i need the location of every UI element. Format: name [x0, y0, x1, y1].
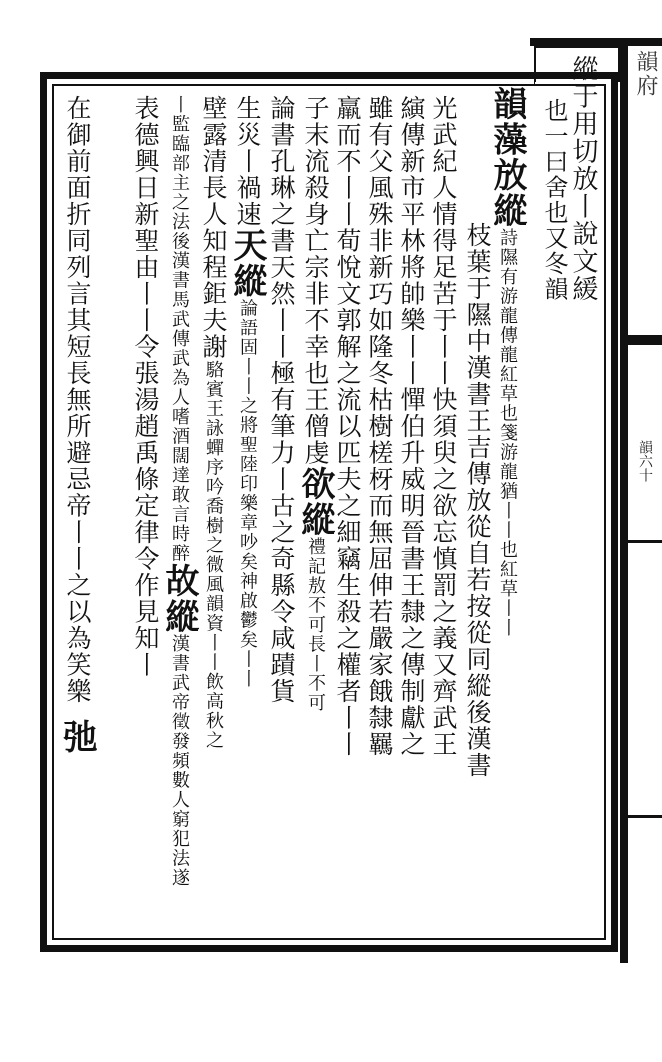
column-6 [364, 95, 394, 935]
column-12 [159, 95, 199, 935]
column-text: 雖有父風殊非新巧如隆冬枯樹槎枒而無屈伸若嚴家餓隸羈 [365, 95, 394, 758]
column-text: 羸而不丨丨荀悅文郭解之流以匹夫之細竊生殺之權者丨丨 [333, 95, 362, 758]
column-text: 光武紀人情得足苦于丨丨快須臾之欲忘慎罰之義又齊武王 [429, 95, 458, 758]
entry-heading: 弛 [57, 718, 97, 754]
tab-divider [534, 46, 535, 86]
column-text: 縯傳新市平林將帥樂丨丨憚伯升威明晉書王隸之傳制獻之 [397, 95, 426, 758]
entry-heading: 故縱 [159, 563, 199, 634]
column-text: 禮記敖不可長丨不可 [305, 537, 326, 713]
column-text: 生災丨禍速 [233, 95, 262, 228]
column-9 [266, 95, 296, 935]
frame-right-bar [620, 38, 628, 963]
column-10 [227, 95, 267, 935]
margin-rule-lower [628, 815, 662, 818]
column-text: 枝葉于隰中漢書王吉傳放從自若按從同縱後漢書 [463, 222, 492, 779]
entry-heading: 欲縱 [295, 466, 335, 537]
entry-heading: 天縱 [227, 227, 267, 299]
column-text: 駱賓王詠蟬序吟喬樹之微風韻資丨丨飲高秋之 [203, 360, 224, 750]
margin-rule [628, 540, 662, 543]
column-text: 丨監臨部主之法後漢書馬武傳武為人嗜酒闊達敢言時醉 [169, 95, 190, 563]
column-text: 詩隰有游龍傳龍紅草也箋游龍猶丨丨也紅草丨丨 [497, 228, 518, 638]
column-14 [57, 95, 97, 935]
entry-heading: 韻藻放縱 [487, 86, 527, 228]
column-text: 也一曰舍也又冬韻 [540, 98, 568, 302]
column-text: 子末流殺身亡宗非不幸也王僧虔 [301, 95, 330, 466]
column-3 [462, 222, 492, 1062]
fishtail-mark [628, 335, 662, 345]
column-text: 縱于用切放丨說文緩 [568, 55, 598, 303]
column-7 [332, 95, 362, 935]
column-2 [487, 86, 527, 926]
column-text: 論書孔琳之書天然丨丨極有筆力丨古之奇縣令咸蹟貨 [267, 95, 296, 705]
column-4 [428, 95, 458, 935]
column-text: 表德興日新聖由丨丨令張湯趙禹條定律令作見知丨 [131, 95, 160, 678]
column-13 [130, 95, 160, 935]
column-1b [539, 98, 569, 938]
column-text: 壁露清長人知程鉅夫謝 [199, 95, 228, 360]
column-text: 漢書武帝徵發頻數人窮犯法遂 [169, 634, 190, 888]
section-label: 韻六十 [637, 440, 653, 482]
column-1a [568, 55, 598, 895]
column-8 [295, 95, 335, 935]
margin-title: 韻府 [633, 50, 658, 98]
column-text: 在御前面折同列言其短長無所避忌帝丨丨之以為笑樂 [63, 95, 92, 705]
column-11 [198, 95, 228, 935]
column-5 [396, 95, 426, 935]
column-text: 論語固丨丨之將聖陸印樂章吵矣神啟鬱矣丨丨 [237, 298, 258, 689]
frame-top-bar [530, 38, 662, 46]
